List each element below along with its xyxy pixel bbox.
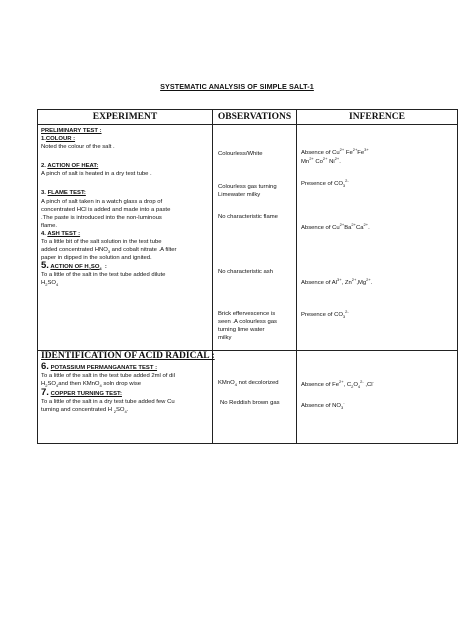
colour-inference: $Mn^{2+}$ $Co^{2+}$ $Ni^{2+}$. [301, 156, 341, 165]
flame-test-line: .The paste is introduced into the non-luminous [41, 215, 162, 221]
flame-inference: Absence of $Cu^{2+}Ba^{2+}Ca^{2+}$. [301, 222, 370, 231]
preliminary-experiments [38, 125, 212, 350]
ash-observation: No characteristic ash [218, 269, 274, 275]
ash-test-line: added concentrated $HNO_3$ and cobalt nitrate .A filter [41, 247, 177, 255]
acid-radical-inferences [297, 351, 457, 443]
heat-observation: Limewater milky [218, 192, 261, 198]
heat-test-text: A pinch of salt is heated in a dry test tube . [41, 171, 152, 177]
flame-test-line: concentrated HCl is added and made into a paste [41, 207, 171, 213]
heat-observation: Colourless gas turning [218, 184, 277, 190]
acid-radical-experiments [38, 351, 215, 443]
kmno4-test-label: 6. POTASSIUM PERMANGANATE TEST : [41, 361, 158, 372]
preliminary-observations [213, 125, 296, 350]
flame-test-line: A pinch of salt taken in a watch glass a drop of [41, 199, 163, 205]
ash-test-line: To a little bit of the salt solution in the test tube [41, 239, 162, 245]
header-observations: OBSERVATIONS [213, 110, 297, 125]
ash-inference: Absence of $Al^{3+}$, $Zn^{2+},Mg^{2+}$. [301, 277, 373, 286]
heat-test-label: 2. ACTION OF HEAT: [41, 163, 99, 169]
h2so4-observation: turning lime water [218, 327, 265, 333]
copper-test-line: turning and concentrated H $_2SO_4$. [41, 407, 129, 415]
header-experiment: EXPERIMENT [38, 110, 213, 125]
document-title: SYSTEMATIC ANALYSIS OF SIMPLE SALT-1 [160, 82, 314, 91]
header-inference: INFERENCE [297, 110, 458, 125]
flame-test-line: flame. [41, 223, 58, 229]
h2so4-observation: milky [218, 335, 232, 341]
h2so4-test-line: $H_2SO_4$ [41, 280, 59, 288]
h2so4-test-label: 5. ACTION OF $H_2SO_4$ : [41, 260, 107, 272]
acid-radical-observations [213, 351, 296, 443]
colour-observation: Colourless/White [218, 151, 263, 157]
h2so4-inference: Presence of $CO_3^{2-}$ [301, 309, 349, 320]
ash-test-line: paper in dipped in the solution and ignited. [41, 255, 152, 261]
copper-inference: Absence of $NO_3^-$ [301, 400, 345, 411]
copper-test-label: 7. COPPER TURNING TEST: [41, 387, 122, 398]
flame-observation: No characteristic flame [218, 214, 278, 220]
colour-test-label: 1.COLOUR : [41, 136, 76, 142]
kmno4-test-line: $H_2SO_4and$ then KMnO$_4$ soln drop wise [41, 381, 142, 389]
ash-test-label: 4. ASH TEST : [41, 231, 81, 237]
colour-test-text: Noted the colour of the salt . [41, 144, 115, 150]
kmno4-inference: Absence of $Fe^{2+}$, $C_2O_4^{2-}$ ,Cl- [301, 379, 374, 390]
flame-test-label: 3. FLAME TEST: [41, 190, 86, 196]
copper-observation: No Reddish brown gas [220, 400, 280, 406]
kmno4-observation: KMnO$_4$ not decolorized [218, 380, 279, 388]
heat-inference: Presence of $CO_3^{2-}$ [301, 178, 349, 189]
h2so4-test-line: To a little of the salt in the test tube added dilute [41, 272, 166, 278]
acid-radical-heading: IDENTIFICATION OF ACID RADICAL : [41, 351, 215, 361]
preliminary-heading: PRELIMINARY TEST : [41, 128, 102, 134]
preliminary-inferences [297, 125, 457, 350]
h2so4-observation: Brick effervescence is [218, 311, 276, 317]
colour-inference: Absence of $Cu^{2+}$ $Fe^{2+}Fe^{3+}$ [301, 147, 369, 156]
kmno4-test-line: To a little of the salt in the test tube added 2ml of dil [41, 373, 175, 379]
copper-test-line: To a little of the salt in a dry test tube added few Cu [41, 399, 175, 405]
h2so4-observation: seen .A colourless gas [218, 319, 277, 325]
analysis-table [37, 109, 458, 444]
